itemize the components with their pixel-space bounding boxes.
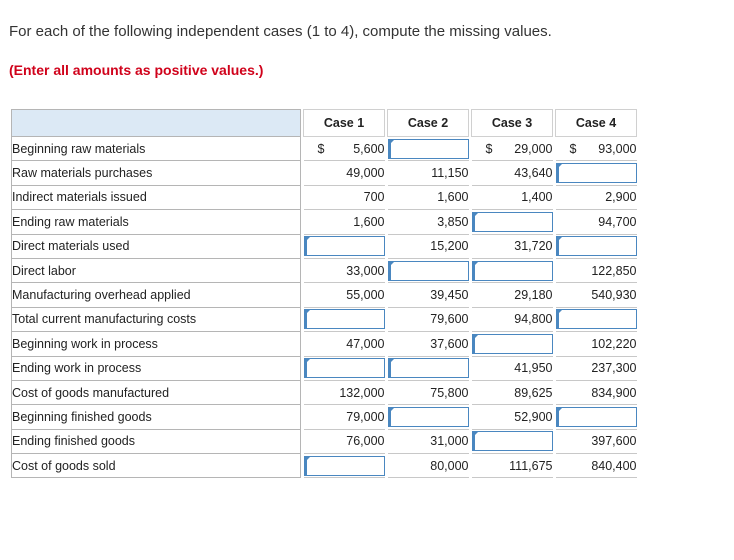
row-label: Ending finished goods xyxy=(12,429,301,453)
answer-input-box[interactable] xyxy=(556,309,637,329)
value-cell xyxy=(304,210,385,234)
answer-input-case-2[interactable] xyxy=(388,137,469,161)
value-cell xyxy=(388,429,469,453)
row-label: Manufacturing overhead applied xyxy=(12,283,301,307)
table-row xyxy=(12,210,637,234)
table-row xyxy=(12,283,637,307)
answer-input-case-4[interactable] xyxy=(556,405,637,429)
column-header-case-3: Case 3 xyxy=(472,110,553,137)
value-text: 49,000 xyxy=(346,166,385,181)
value-text: 29,000 xyxy=(514,141,553,156)
answer-input-case-2[interactable] xyxy=(388,258,469,282)
value-text: 15,200 xyxy=(430,239,469,254)
value-text: 237,300 xyxy=(591,361,637,376)
answer-input-box[interactable] xyxy=(388,139,469,159)
value-cell xyxy=(556,429,637,453)
value-cell xyxy=(472,454,553,478)
value-cell xyxy=(388,185,469,209)
value-cell xyxy=(472,405,553,429)
value-cell xyxy=(388,307,469,331)
value-text: 55,000 xyxy=(346,288,385,303)
table-row xyxy=(12,161,637,185)
value-text: 11,150 xyxy=(431,166,469,181)
value-cell xyxy=(556,332,637,356)
value-text: 132,000 xyxy=(339,385,385,400)
value-cell xyxy=(472,307,553,331)
value-cell xyxy=(304,405,385,429)
answer-input-box[interactable] xyxy=(304,309,385,329)
table-row xyxy=(12,405,637,429)
value-cell xyxy=(388,210,469,234)
dollar-sign: $ xyxy=(317,141,325,156)
value-text: 76,000 xyxy=(346,434,385,449)
answer-input-case-2[interactable] xyxy=(388,356,469,380)
value-cell xyxy=(304,137,385,161)
value-cell xyxy=(388,283,469,307)
value-text: 1,600 xyxy=(353,214,385,229)
dollar-sign: $ xyxy=(485,141,493,156)
value-text: 700 xyxy=(363,190,385,205)
answer-input-box[interactable] xyxy=(472,212,553,232)
answer-input-box[interactable] xyxy=(556,163,637,183)
value-text: 834,900 xyxy=(591,385,637,400)
table-row xyxy=(12,258,637,282)
value-cell xyxy=(556,283,637,307)
answer-input-box[interactable] xyxy=(556,407,637,427)
column-header-case-1: Case 1 xyxy=(304,110,385,137)
table-row xyxy=(12,429,637,453)
value-text: 41,950 xyxy=(514,361,553,376)
row-label: Indirect materials issued xyxy=(12,185,301,209)
value-cell xyxy=(472,356,553,380)
answer-input-box[interactable] xyxy=(304,456,385,476)
value-cell xyxy=(556,258,637,282)
value-text: 94,800 xyxy=(514,312,553,327)
row-label: Total current manufacturing costs xyxy=(12,307,301,331)
row-label: Beginning raw materials xyxy=(12,137,301,161)
answer-input-box[interactable] xyxy=(472,431,553,451)
answer-input-box[interactable] xyxy=(472,334,553,354)
table-row xyxy=(12,185,637,209)
value-text: 31,000 xyxy=(430,434,469,449)
value-text: 33,000 xyxy=(346,263,385,278)
table-row xyxy=(12,137,637,161)
answer-input-box[interactable] xyxy=(388,407,469,427)
value-cell xyxy=(556,185,637,209)
value-text: 93,000 xyxy=(598,141,637,156)
value-text: 79,000 xyxy=(346,409,385,424)
value-text: 80,000 xyxy=(430,458,469,473)
value-cell xyxy=(388,380,469,404)
answer-input-case-1[interactable] xyxy=(304,307,385,331)
row-label: Direct materials used xyxy=(12,234,301,258)
row-label: Beginning work in process xyxy=(12,332,301,356)
value-text: 540,930 xyxy=(591,288,637,303)
value-cell xyxy=(304,332,385,356)
value-cell xyxy=(388,161,469,185)
answer-input-case-3[interactable] xyxy=(472,332,553,356)
value-text: 5,600 xyxy=(353,141,385,156)
row-label: Ending raw materials xyxy=(12,210,301,234)
value-text: 111,675 xyxy=(509,458,553,473)
value-cell xyxy=(556,380,637,404)
value-text: 122,850 xyxy=(591,263,637,278)
answer-input-case-4[interactable] xyxy=(556,234,637,258)
row-label: Direct labor xyxy=(12,258,301,282)
value-cell xyxy=(304,380,385,404)
answer-input-case-1[interactable] xyxy=(304,356,385,380)
value-cell xyxy=(304,258,385,282)
answer-input-box[interactable] xyxy=(304,236,385,256)
value-text: 43,640 xyxy=(514,166,553,181)
row-label: Raw materials purchases xyxy=(12,161,301,185)
dollar-sign: $ xyxy=(569,141,577,156)
value-cell xyxy=(556,356,637,380)
answer-input-box[interactable] xyxy=(388,261,469,281)
value-text: 75,800 xyxy=(430,385,469,400)
answer-input-case-4[interactable] xyxy=(556,161,637,185)
table-row xyxy=(12,332,637,356)
value-text: 52,900 xyxy=(514,409,553,424)
value-text: 79,600 xyxy=(430,312,469,327)
value-text: 29,180 xyxy=(514,288,553,303)
answer-input-box[interactable] xyxy=(472,261,553,281)
answer-input-box[interactable] xyxy=(556,236,637,256)
value-cell xyxy=(472,234,553,258)
value-text: 47,000 xyxy=(346,336,385,351)
value-cell xyxy=(472,185,553,209)
value-cell xyxy=(304,161,385,185)
table-row xyxy=(12,307,637,331)
value-cell xyxy=(472,283,553,307)
value-cell xyxy=(556,210,637,234)
positive-values-note: (Enter all amounts as positive values.) xyxy=(9,62,264,78)
value-text: 840,400 xyxy=(591,458,637,473)
value-cell xyxy=(304,429,385,453)
row-label: Ending work in process xyxy=(12,356,301,380)
value-text: 94,700 xyxy=(598,214,637,229)
value-text: 3,850 xyxy=(437,214,469,229)
value-text: 397,600 xyxy=(591,434,637,449)
table-row xyxy=(12,234,637,258)
answer-input-case-3[interactable] xyxy=(472,210,553,234)
cases-table xyxy=(11,109,637,478)
value-text: 1,400 xyxy=(521,190,553,205)
value-cell xyxy=(556,137,637,161)
row-label: Cost of goods sold xyxy=(12,454,301,478)
row-label: Cost of goods manufactured xyxy=(12,380,301,404)
answer-input-case-3[interactable] xyxy=(472,258,553,282)
answer-input-case-4[interactable] xyxy=(556,307,637,331)
value-text: 37,600 xyxy=(430,336,469,351)
header-row xyxy=(12,110,637,137)
value-cell xyxy=(472,380,553,404)
answer-input-case-1[interactable] xyxy=(304,234,385,258)
value-cell xyxy=(304,185,385,209)
value-text: 1,600 xyxy=(437,190,469,205)
value-text: 102,220 xyxy=(591,336,637,351)
answer-input-box[interactable] xyxy=(304,358,385,378)
instructions: For each of the following independent cases (1 to 4), compute the missing values. xyxy=(9,23,552,40)
column-header-case-4: Case 4 xyxy=(556,110,637,137)
row-label: Beginning finished goods xyxy=(12,405,301,429)
value-text: 2,900 xyxy=(605,190,637,205)
value-cell xyxy=(472,137,553,161)
value-cell xyxy=(304,283,385,307)
column-header-case-2: Case 2 xyxy=(388,110,469,137)
table-row xyxy=(12,356,637,380)
answer-input-case-1[interactable] xyxy=(304,454,385,478)
header-label-cell xyxy=(12,110,301,137)
value-cell xyxy=(556,454,637,478)
value-text: 89,625 xyxy=(514,385,553,400)
table-row xyxy=(12,380,637,404)
answer-input-box[interactable] xyxy=(388,358,469,378)
value-cell xyxy=(472,161,553,185)
value-text: 39,450 xyxy=(430,288,469,303)
answer-input-case-3[interactable] xyxy=(472,429,553,453)
table-row xyxy=(12,454,637,478)
value-cell xyxy=(388,234,469,258)
value-cell xyxy=(388,454,469,478)
value-text: 31,720 xyxy=(514,239,553,254)
answer-input-case-2[interactable] xyxy=(388,405,469,429)
value-cell xyxy=(388,332,469,356)
